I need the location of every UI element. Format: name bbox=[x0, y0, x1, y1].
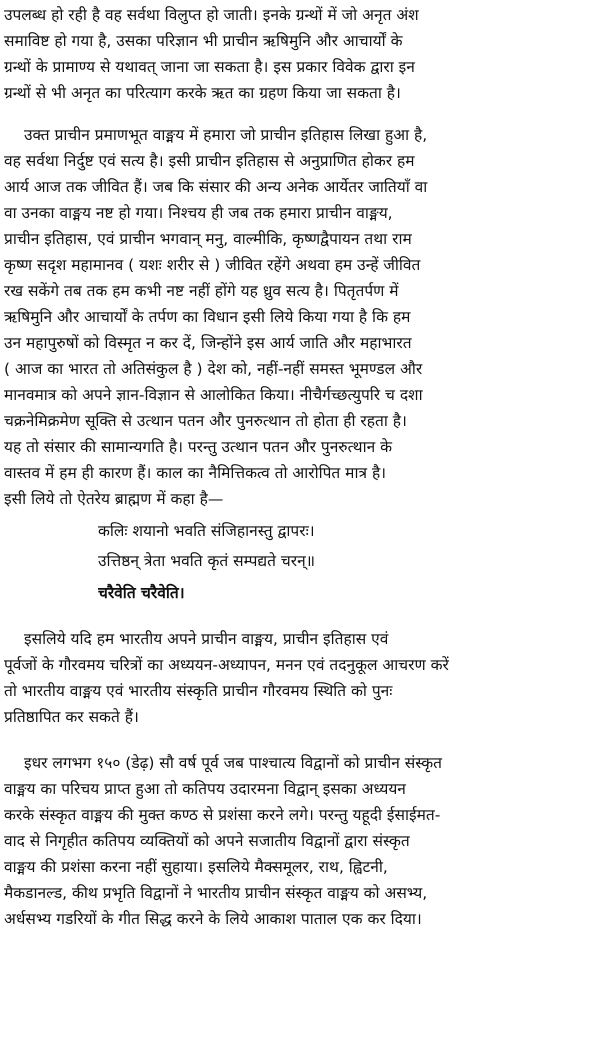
text-line: वा उनका वाङ्मय नष्ट हो गया। निश्चय ही जब तक हमारा प्राचीन वाङ्मय, bbox=[4, 204, 393, 222]
text-line: वह सर्वथा निर्दुष्ट एवं सत्य है। इसी प्राचीन इतिहास से अनुप्राणित होकर हम bbox=[4, 152, 415, 170]
text-line: तो भारतीय वाङ्मय एवं भारतीय संस्कृति प्राचीन गौरवमय स्थिति को पुनः bbox=[4, 682, 393, 700]
verse-line: कलिः शयानो भवति संजिहानस्तु द्वापरः। bbox=[98, 522, 315, 540]
text-line: उन महापुरुषों को विस्मृत न कर दें, जिन्होंने इस आर्य जाति और महाभारत bbox=[4, 334, 412, 352]
text-line: मानवमात्र को अपने ज्ञान-विज्ञान से आलोकित किया। नीचैर्गच्छत्युपरि च दशा bbox=[4, 386, 423, 404]
text-line: वास्तव में हम ही कारण हैं। काल का नैमित्तिकत्व तो आरोपित मात्र है। bbox=[4, 464, 387, 482]
text-line: पूर्वजों के गौरवमय चरित्रों का अध्ययन-अध्यापन, मनन एवं तदनुकूल आचरण करें bbox=[4, 656, 449, 674]
text-line: अर्धसभ्य गडरियों के गीत सिद्ध करने के लिये आकाश पाताल एक कर दिया। bbox=[4, 910, 422, 928]
text-line: समाविष्ट हो गया है, उसका परिज्ञान भी प्राचीन ऋषिमुनि और आचार्यों के bbox=[4, 32, 403, 50]
text-line: इधर लगभग १५० (डेढ़) सौ वर्ष पूर्व जब पाश्चात्य विद्वानों को प्राचीन संस्कृत bbox=[24, 754, 442, 772]
text-line: वाद से निगृहीत कतिपय व्यक्तियों को अपने सजातीय विद्वानों द्वारा संस्कृत bbox=[4, 832, 410, 850]
text-line: चक्रनेमिक्रमेण सूक्ति से उत्थान पतन और पुनरुत्थान तो होता ही रहता है। bbox=[4, 412, 407, 430]
text-line: उपलब्ध हो रही है वह सर्वथा विलुप्त हो जाती। इनके ग्रन्थों में जो अनृत अंश bbox=[4, 6, 419, 24]
text-line: वाङ्मय की प्रशंसा करना नहीं सुहाया। इसलिये मैक्समूलर, राथ, ह्विटनी, bbox=[4, 858, 388, 876]
text-line: ग्रन्थों के प्रामाण्य से यथावत् जाना जा सकता है। इस प्रकार विवेक द्वारा इन bbox=[4, 58, 415, 76]
text-line: प्राचीन इतिहास, एवं प्राचीन भगवान् मनु, वाल्मीकि, कृष्णद्वैपायन तथा राम bbox=[4, 230, 412, 248]
verse-line: चरैवेति चरैवेति। bbox=[98, 584, 185, 602]
text-line: यह तो संसार की सामान्यगति है। परन्तु उत्थान पतन और पुनरुत्थान के bbox=[4, 438, 393, 456]
verse-line: उत्तिष्ठन् त्रेता भवति कृतं सम्पद्यते चरन्॥ bbox=[98, 552, 315, 570]
text-line: करके संस्कृत वाङ्मय की मुक्त कण्ठ से प्रशंसा करने लगे। परन्तु यहूदी ईसाईमत- bbox=[4, 806, 441, 824]
text-line: वाङ्मय का परिचय प्राप्त हुआ तो कतिपय उदारमना विद्वान् इसका अध्ययन bbox=[4, 780, 406, 798]
text-line: ( आज का भारत तो अतिसंकुल है ) देश को, नहीं-नहीं समस्त भूमण्डल और bbox=[4, 360, 423, 378]
text-line: रख सकेंगे तब तक हम कभी नष्ट नहीं होंगे यह ध्रुव सत्य है। पितृतर्पण में bbox=[4, 282, 399, 300]
text-line: प्रतिष्ठापित कर सकते हैं। bbox=[4, 708, 139, 726]
text-line: मैकडानल्ड, कीथ प्रभृति विद्वानों ने भारतीय प्राचीन संस्कृत वाङ्मय को असभ्य, bbox=[4, 884, 428, 902]
text-line: इसलिये यदि हम भारतीय अपने प्राचीन वाङ्मय, प्राचीन इतिहास एवं bbox=[24, 630, 389, 648]
text-line: कृष्ण सदृश महामानव ( यशः शरीर से ) जीवित रहेंगे अथवा हम उन्हें जीवित bbox=[4, 256, 421, 274]
text-line: ग्रन्थों से भी अनृत का परित्याग करके ऋत का ग्रहण किया जा सकता है। bbox=[4, 84, 401, 102]
text-line: आर्य आज तक जीवित हैं। जब कि संसार की अन्य अनेक आर्येतर जातियाँ वा bbox=[4, 178, 428, 196]
text-line: उक्त प्राचीन प्रमाणभूत वाङ्मय में हमारा जो प्राचीन इतिहास लिखा हुआ है, bbox=[24, 126, 428, 144]
text-line: इसी लिये तो ऐतरेय ब्राह्मण में कहा है— bbox=[4, 490, 224, 508]
text-line: ऋषिमुनि और आचार्यों के तर्पण का विधान इसी लिये किया गया है कि हम bbox=[4, 308, 411, 326]
